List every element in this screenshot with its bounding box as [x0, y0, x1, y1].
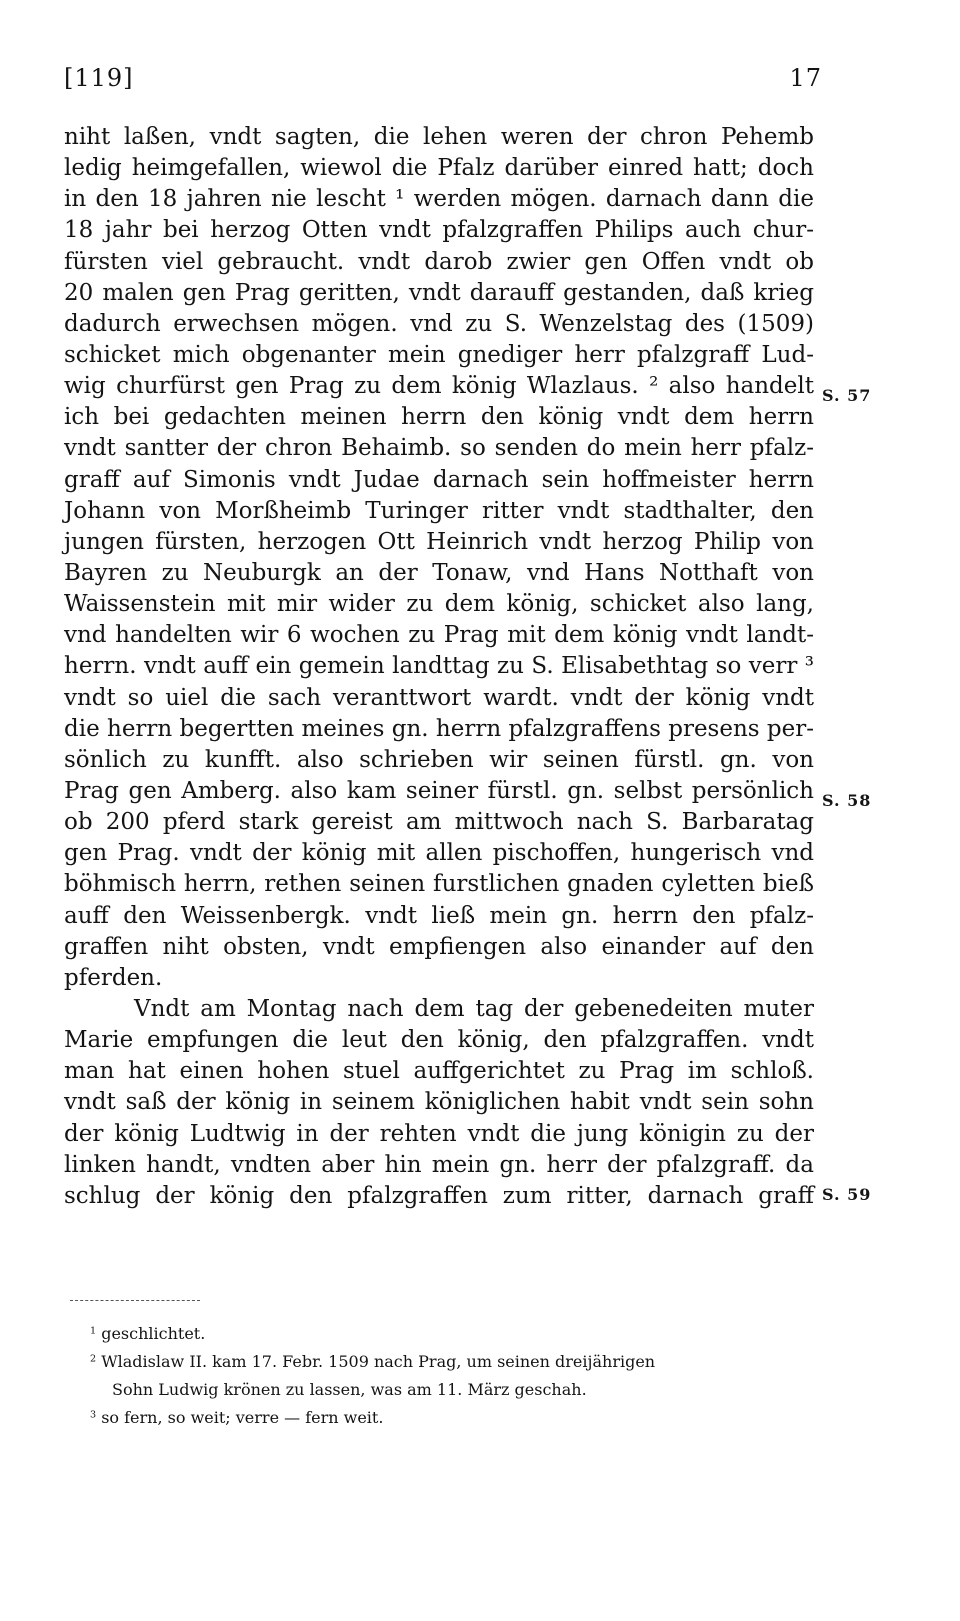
text-line: man hat einen hohen stuel auffgerichtet zu Prag im schloß.	[64, 1058, 814, 1085]
page-number: 17	[789, 64, 822, 92]
margin-note: S. 59	[822, 1185, 872, 1204]
text-line: Vndt am Montag nach dem tag der gebenedeiten muter	[134, 995, 814, 1022]
text-line: jungen fürsten, herzogen Ott Heinrich vndt herzog Philip von	[64, 528, 814, 555]
footnote-separator	[70, 1300, 200, 1301]
text-line: Bayren zu Neuburgk an der Tonaw, vnd Hans Notthaft von	[64, 559, 814, 586]
footnote	[90, 1404, 820, 1432]
text-line: in den 18 jahren nie lescht ¹ werden mögen. darnach dann die	[64, 186, 814, 213]
text-line: gen Prag. vndt der könig mit allen pischoffen, hungerisch vnd	[64, 840, 814, 867]
text-line: die herrn begertten meines gn. herrn pfalzgraffens presens per-	[64, 715, 814, 742]
footnote-mark: 2	[90, 1353, 97, 1365]
text-line: Johann von Morßheimb Turinger ritter vndt stadthalter, den	[64, 497, 814, 524]
text-line: wig churfürst gen Prag zu dem könig Wlazlaus. ² also handelt	[64, 373, 814, 400]
text-line: Waissenstein mit mir wider zu dem könig, schicket also lang,	[64, 591, 814, 618]
text-line: böhmisch herrn, rethen seinen furstlichen gnaden cyletten bieß	[64, 871, 814, 898]
text-line: vnd handelten wir 6 wochen zu Prag mit dem könig vndt landt-	[64, 622, 814, 649]
footnote-text: Wladislaw II. kam 17. Febr. 1509 nach Prag, um seinen dreijährigen	[101, 1352, 656, 1371]
text-line: graff auf Simonis vndt Judae darnach sein hoffmeister herrn	[64, 466, 814, 493]
text-line: herrn. vndt auff ein gemein landttag zu S. Elisabethtag so verr ³	[64, 653, 814, 680]
text-line: auff den Weissenbergk. vndt ließ mein gn. herrn den pfalz-	[64, 902, 814, 929]
text-line: Marie empfungen die leut den könig, den pfalzgraffen. vndt	[64, 1027, 814, 1054]
footnote-text: so fern, so weit; verre — fern weit.	[101, 1408, 384, 1427]
text-line: niht laßen, vndt sagten, die lehen weren der chron Pehemb	[64, 124, 814, 150]
text-line: ledig heimgefallen, wiewol die Pfalz darüber einred hatt; doch	[64, 155, 814, 182]
page-section-number: [119]	[64, 64, 134, 92]
main-text	[64, 122, 814, 1212]
text-line: schlug der könig den pfalzgraffen zum ritter, darnach graff	[64, 1182, 814, 1209]
text-line: graffen niht obsten, vndt empfiengen also einander auf den	[64, 933, 814, 960]
footnote	[90, 1348, 820, 1376]
text-line: vndt saß der könig in seinem königlichen habit vndt sein sohn	[64, 1089, 814, 1116]
footnote-mark: 1	[90, 1325, 97, 1337]
text-line: vndt santter der chron Behaimb. so senden do mein herr pfalz-	[64, 435, 814, 462]
text-line: vndt so uiel die sach veranttwort wardt. vndt der könig vndt	[64, 684, 814, 711]
footnote-text: geschlichtet.	[101, 1324, 206, 1343]
text-line: der könig Ludtwig in der rehten vndt die jung königin zu der	[64, 1120, 814, 1147]
text-line: ob 200 pferd stark gereist am mittwoch nach S. Barbaratag	[64, 809, 814, 836]
footnote-continuation: Sohn Ludwig krönen zu lassen, was am 11. März geschah.	[112, 1380, 587, 1399]
footnotes	[90, 1320, 820, 1432]
footnote-mark: 3	[90, 1409, 97, 1421]
text-line: linken handt, vndten aber hin mein gn. herr der pfalzgraff. da	[64, 1151, 814, 1178]
text-line: schicket mich obgenanter mein gnediger herr pfalzgraff Lud-	[64, 341, 814, 368]
footnote	[90, 1320, 820, 1348]
text-line: Prag gen Amberg. also kam seiner fürstl. gn. selbst persönlich	[64, 777, 814, 804]
margin-note: S. 57	[822, 386, 872, 405]
text-line: dadurch erwechsen mögen. vnd zu S. Wenzelstag des (1509)	[64, 310, 814, 337]
text-line: fürsten viel gebraucht. vndt darob zwier gen Offen vndt ob	[64, 248, 814, 275]
margin-note: S. 58	[822, 791, 872, 810]
text-line: 20 malen gen Prag geritten, vndt darauff gestanden, daß krieg	[64, 279, 814, 306]
text-line: 18 jahr bei herzog Otten vndt pfalzgraffen Philips auch chur-	[64, 217, 814, 244]
text-line: pferden.	[64, 964, 163, 991]
text-line: sönlich zu kunfft. also schrieben wir seinen fürstl. gn. von	[64, 746, 814, 773]
text-line: ich bei gedachten meinen herrn den könig vndt dem herrn	[64, 404, 814, 431]
